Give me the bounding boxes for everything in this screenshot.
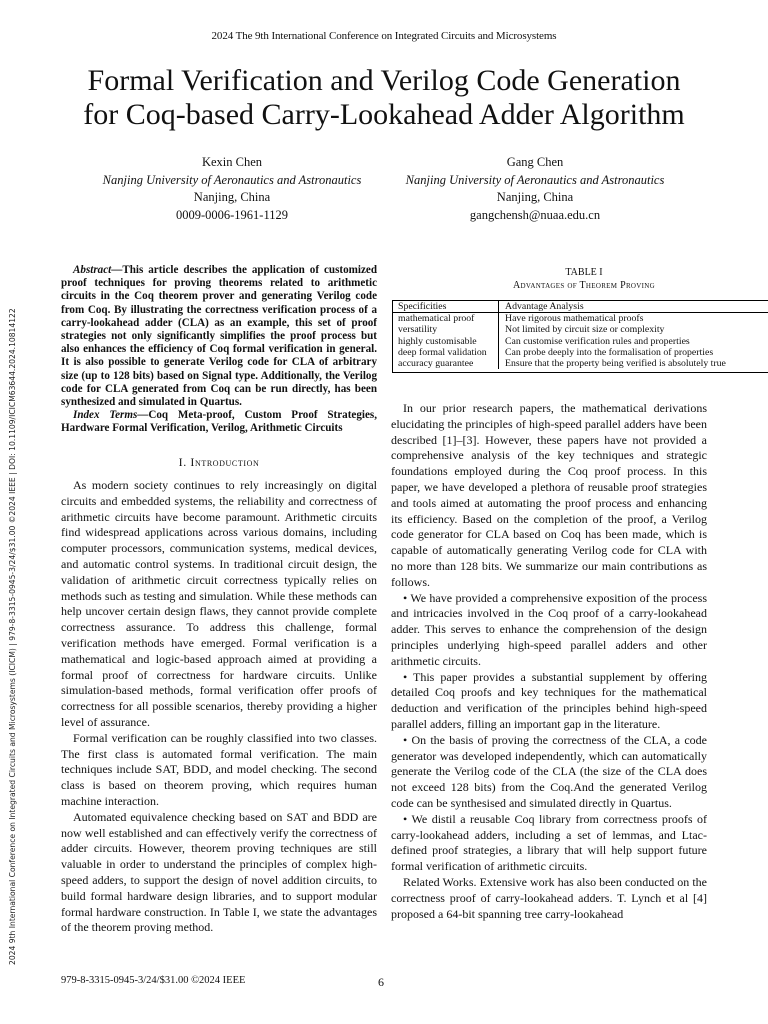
author-affiliation: Nanjing University of Aeronautics and Astronautics [405, 172, 665, 187]
author-email[interactable]: gangchensh@nuaa.edu.cn [469, 207, 601, 222]
paper-title [40, 64, 728, 132]
abstract [61, 264, 377, 436]
table-cell: accuracy guarantee [392, 358, 499, 369]
copyright-footer: 979-8-3315-0945-3/24/$31.00 ©2024 IEEE [61, 975, 246, 986]
table-caption [391, 266, 768, 292]
page-number: 6 [378, 975, 384, 989]
author-orcid: 0009-0006-1961-1129 [175, 207, 289, 222]
contribution-bullet: • We distil a reusable Coq library from correctness proofs of carry-lookahead adders, including a set of lemmas, and Ltac-defined proof strategies, a library that will help support future formal verification of arithmetic circuits. [391, 811, 707, 874]
table-cell: mathematical proof [392, 313, 499, 325]
author-block-2 [385, 154, 685, 224]
abstract-label: Abstract [73, 264, 112, 276]
table-title: Advantages of Theorem Proving [513, 280, 655, 291]
table-header-row [392, 301, 768, 313]
title-line-2: for Coq-based Carry-Lookahead Adder Algorithm [83, 98, 685, 131]
contribution-bullet: • We have provided a comprehensive exposition of the process and intricacies involved in the Coq proof of a carry-lookahead adder. This serves to enhance the comprehension of the design principles underlying high-speed parallel adders and other arithmetic circuits. [391, 590, 707, 668]
paragraph: Automated equivalence checking based on SAT and BDD are now well established and can effectively verify the correctness of adder circuits. However, theorem proving techniques are still valuable in order to understand the principles of complex high-speed adders, to support the design of novel addition circuits, to build formal hardware design libraries, and to support modular formal hardware construction. In Table I, we state the advantages of the theorem proving method. [61, 809, 377, 935]
table-cell: deep formal validation [392, 347, 499, 358]
advantages-table [392, 301, 768, 369]
index-terms: Index Terms—Coq Meta-proof, Custom Proof Strategies, Hardware Formal Verification, Verilog, Arithmetic Circuits [61, 409, 377, 435]
section-title: Introduction [190, 455, 260, 469]
section-heading [61, 455, 377, 470]
paragraph: Related Works. Extensive work has also been conducted on the correctness proof of carry-lookahead adders. T. Lynch et al [4] proposed a 64-bit spanning tree carry-lookahead [391, 874, 707, 921]
table-header-cell: Specificities [392, 301, 499, 313]
table-row [392, 324, 768, 335]
author-block-1 [82, 154, 382, 224]
table-cell: Can customise verification rules and properties [505, 335, 690, 347]
table-label: TABLE I [565, 267, 603, 278]
table-cell: highly customisable [392, 336, 499, 347]
table-cell: Can probe deeply into the formalisation of properties [505, 346, 714, 358]
table-row [392, 358, 768, 369]
author-name: Gang Chen [506, 155, 564, 169]
abstract-text: This article describes the application of customized proof techniques for proving theorems related to arithmetic circuits in the Coq theorem prover and generating Verilog code from Coq. By illustrating the correctness verification process of a carry-lookahead adder (CLA) as an example, this set of proof strategies not only significantly simplifies the proof process but also enhances the efficiency of Coq formal verification in general. It is also possible to generate Verilog code for CLA of arbitrary size (up to 128 bits) based on Signal type. Additionally, the Verilog code for CLA generated from Coq can be run directly, has been synthesized and simulated in Quartus. [61, 264, 377, 409]
paragraph: Formal verification can be roughly classified into two classes. The first class is automated formal verification. The main techniques include SAT, BDD, and model checking. The second class is based on theorem proving, which requires human machine interaction. [61, 730, 377, 808]
table-row [392, 347, 768, 358]
author-affiliation: Nanjing University of Aeronautics and Astronautics [102, 172, 362, 187]
index-terms-text: Coq Meta-proof, Custom Proof Strategies, Hardware Formal Verification, Verilog, Arithmetic Circuits [61, 409, 377, 435]
section-number: I. [178, 455, 191, 469]
conference-header: 2024 The 9th International Conference on Integrated Circuits and Microsystems [211, 30, 557, 42]
index-terms-label: Index Terms [73, 409, 138, 422]
contribution-bullet: • On the basis of proving the correctness of the CLA, a code generator was developed independently, which can automatically generate the Verilog code of the CLA (the size of the CLA does not exceed 128 bits) from the Coq.And the generated Verilog code can be synthesised and simulated directly in Quartus. [391, 732, 707, 810]
introduction-text [61, 478, 377, 936]
abstract-paragraph: Abstract—This article describes the application of customized proof techniques for proving theorems related to arithmetic circuits in the Coq theorem prover and generating Verilog code from Coq. By illustrating the correctness verification process of a carry-lookahead adder (CLA) as an example, this set of proof strategies not only significantly simplifies the proof process but also enhances the efficiency of Coq formal verification in general. It is also possible to generate Verilog code for CLA of arbitrary size (up to 128 bits) based on Signal type. Additionally, the Verilog code for CLA generated from Coq can be run directly, has been synthesized and simulated in Quartus. [61, 264, 377, 409]
table-cell: Ensure that the property being verified is absolutely true [505, 358, 726, 370]
paragraph: In our prior research papers, the mathematical derivations elucidating the principles of high-speed parallel adders have been described [1]–[3]. However, these papers have not provided a comprehensive analysis of the key techniques and strategic foundations employed during the Coq proof process. In this paper, we have developed a plethora of reusable proof strategies and tools aimed at automating the proof process and enhancing its efficiency. Based on the completion of the proof, a Verilog code generator for CLA based on Coq has been made, which is capable of automatically generating Verilog code for CLA with no more than 128 bits. We summarize our main contributions as follows. [391, 401, 707, 589]
table-cell: Not limited by circuit size or complexity [505, 324, 665, 336]
table-header-cell: Advantage Analysis [499, 301, 768, 313]
author-name: Kexin Chen [201, 155, 263, 169]
author-location: Nanjing, China [496, 190, 574, 204]
right-column-text [391, 401, 707, 922]
title-line-1: Formal Verification and Verilog Code Generation [87, 64, 681, 97]
table-row [392, 336, 768, 347]
paragraph: As modern society continues to rely increasingly on digital circuits and embedded systems, the reliability and correctness of arithmetic circuits have become paramount. Arithmetic circuits find widespread applications across various domains, including computer processors, communication systems, medical devices, and automatic control systems. In traditional circuit design, the validation of arithmetic circuit correctness typically relies on methods such as testing and simulation. While these methods can help uncover certain design flaws, they cannot provide complete correctness assurance. To address this challenge, formal verification methods have emerged. Formal verification is a mathematical and logic-based approach aimed at providing a formal proof of correctness for hardware circuits. Unlike simulation-based methods, formal verification offer proofs of correctness for all possible scenarios, thereby providing a higher level of assurance. [61, 478, 377, 729]
doi-sidebar: 2024 9th International Conference on Integrated Circuits and Microsystems (ICICM) | 979-8-3315-0945-3/24/$31.00 ©2024 IEEE | DOI: 10.1109/ICICM63644.2024.10814122 [8, 308, 17, 965]
table-cell: Have rigorous mathematical proofs [505, 313, 644, 325]
contribution-bullet: • This paper provides a substantial supplement by offering detailed Coq proofs and key techniques for the mathematical deduction and verification of the principles behind high-speed parallel adders, filling an important gap in the literature. [391, 669, 707, 731]
author-location: Nanjing, China [193, 190, 271, 204]
table-cell: versatility [392, 324, 499, 335]
table-row [392, 313, 768, 325]
